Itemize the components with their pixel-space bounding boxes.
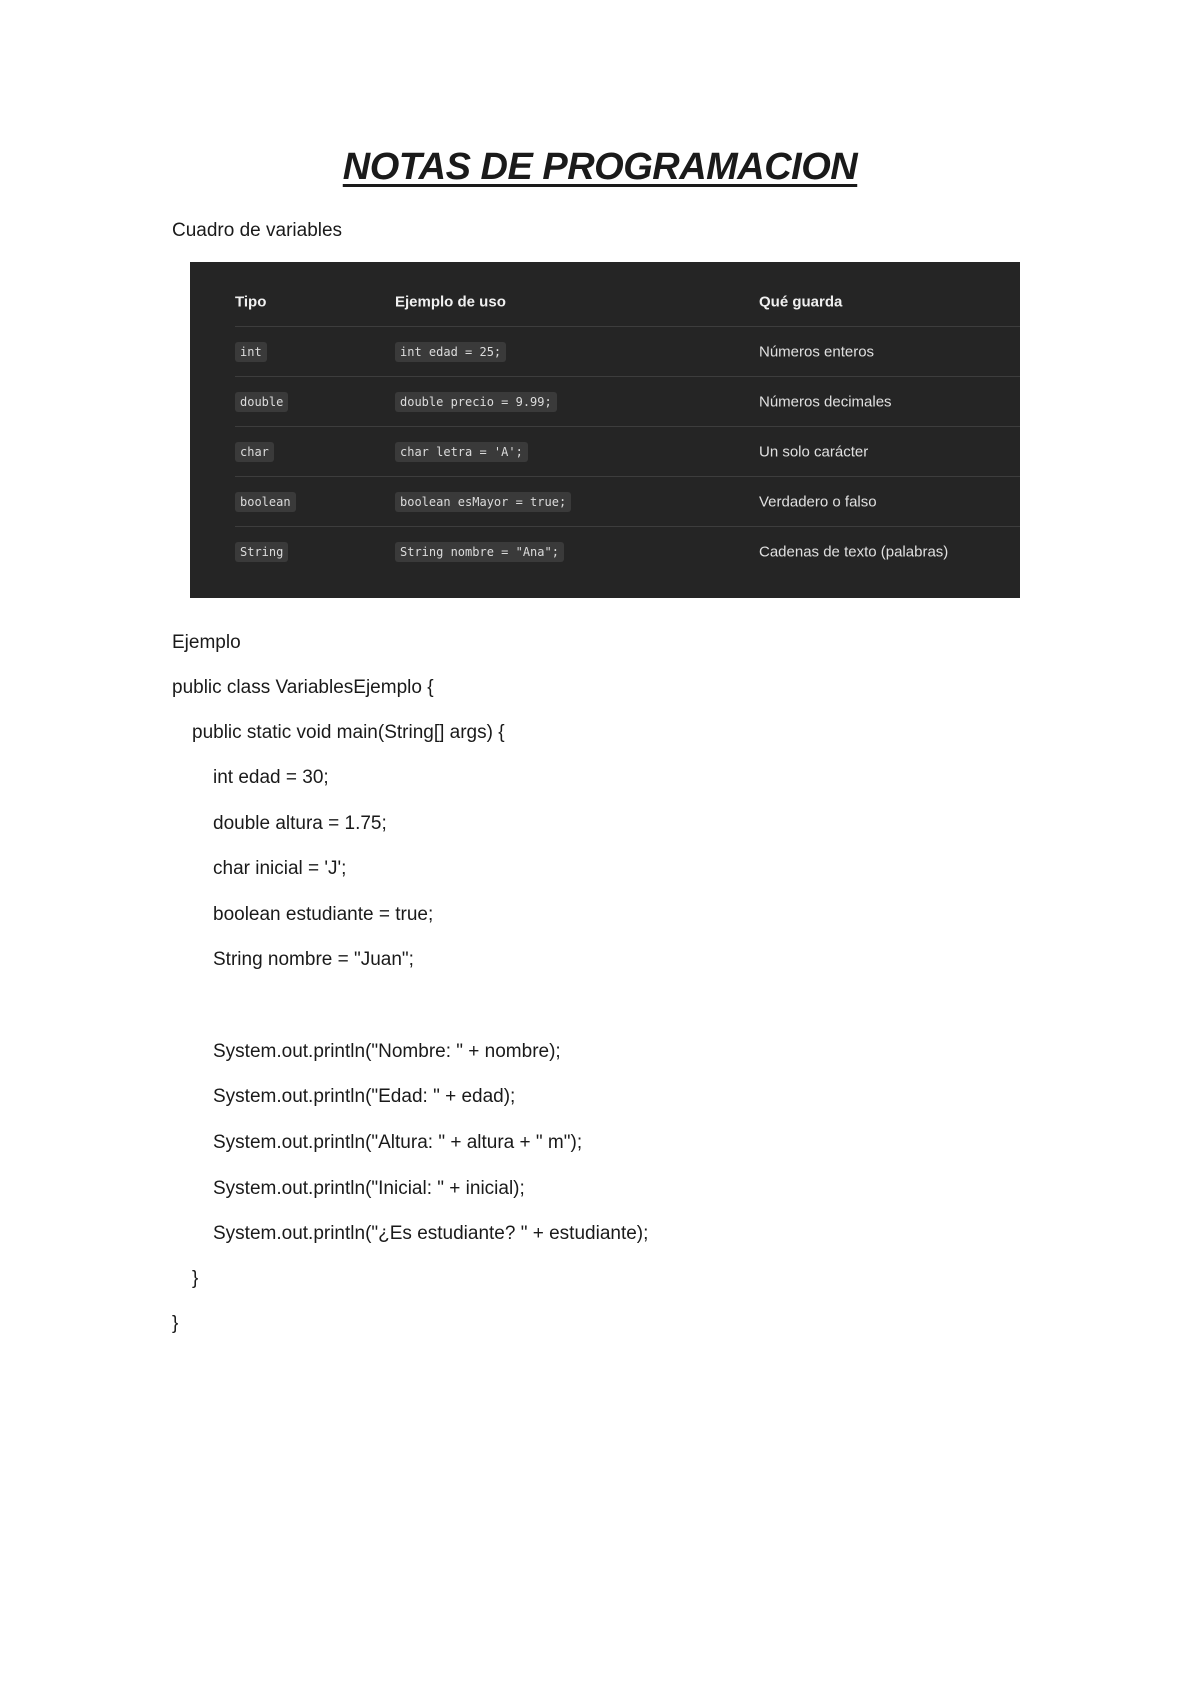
example-cell: int edad = 25; xyxy=(395,342,506,362)
type-cell: boolean xyxy=(235,492,296,512)
code-line: System.out.println("Inicial: " + inicial); xyxy=(213,1178,525,1199)
example-section-label: Ejemplo xyxy=(172,632,241,653)
table-row xyxy=(235,427,1020,477)
code-line: System.out.println("¿Es estudiante? " + estudiante); xyxy=(213,1223,649,1244)
example-cell: boolean esMayor = true; xyxy=(395,492,571,512)
header-example: Ejemplo de uso xyxy=(395,293,506,310)
table-row xyxy=(235,527,1020,576)
stores-cell: Números enteros xyxy=(759,343,875,360)
code-line: int edad = 30; xyxy=(213,767,329,788)
table-section-label: Cuadro de variables xyxy=(172,220,343,241)
stores-cell: Cadenas de texto (palabras) xyxy=(759,543,949,560)
code-line: boolean estudiante = true; xyxy=(213,904,434,925)
table-row xyxy=(235,327,1020,377)
table-row xyxy=(235,377,1020,427)
example-cell: char letra = 'A'; xyxy=(395,442,528,462)
code-line: public static void main(String[] args) { xyxy=(192,722,505,743)
stores-cell: Números decimales xyxy=(759,393,892,410)
example-cell: double precio = 9.99; xyxy=(395,392,557,412)
stores-cell: Un solo carácter xyxy=(759,443,869,460)
document-title: NOTAS DE PROGRAMACION xyxy=(342,146,858,188)
stores-cell: Verdadero o falso xyxy=(759,493,877,510)
table-row xyxy=(235,477,1020,527)
header-stores: Qué guarda xyxy=(759,293,843,310)
code-line: } xyxy=(172,1313,179,1334)
type-cell: char xyxy=(235,442,274,462)
code-line: char inicial = 'J'; xyxy=(213,858,347,879)
variables-table-image xyxy=(190,262,1020,598)
code-line: } xyxy=(192,1268,199,1289)
header-type: Tipo xyxy=(235,293,267,310)
code-line: double altura = 1.75; xyxy=(213,813,387,834)
type-cell: double xyxy=(235,392,288,412)
code-line: System.out.println("Altura: " + altura + " m"); xyxy=(213,1132,583,1153)
code-line: System.out.println("Edad: " + edad); xyxy=(213,1086,516,1107)
code-line: public class VariablesEjemplo { xyxy=(172,677,434,698)
table-header-row xyxy=(235,277,1020,327)
type-cell: int xyxy=(235,342,267,362)
code-line: System.out.println("Nombre: " + nombre); xyxy=(213,1041,561,1062)
type-cell: String xyxy=(235,542,288,562)
example-cell: String nombre = "Ana"; xyxy=(395,542,564,562)
code-line: String nombre = "Juan"; xyxy=(213,949,414,970)
